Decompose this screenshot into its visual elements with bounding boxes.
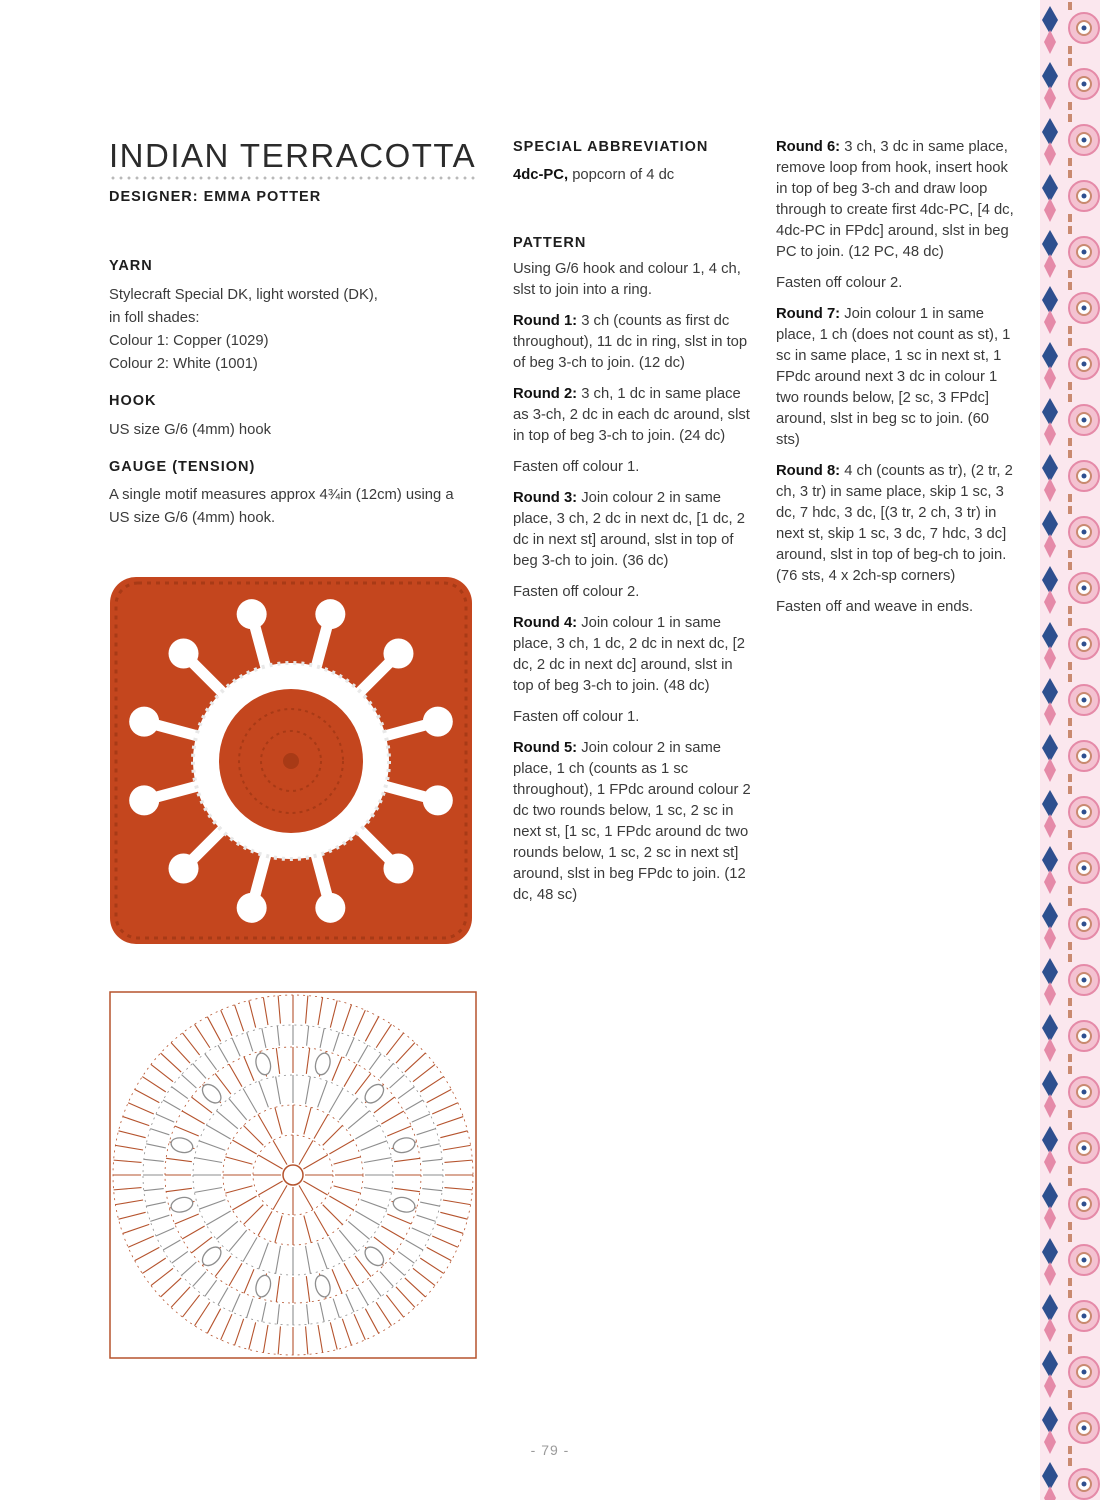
chart-stitch bbox=[119, 1212, 146, 1219]
chart-stitch bbox=[262, 1028, 266, 1048]
chart-stitch bbox=[376, 1302, 391, 1325]
chart-stitch bbox=[306, 996, 308, 1024]
chart-stitch bbox=[303, 1181, 327, 1195]
chart-stitch bbox=[262, 1302, 266, 1322]
chart-stitch bbox=[205, 1054, 217, 1070]
chart-stitch bbox=[358, 1288, 368, 1305]
chart-stitch bbox=[166, 1158, 192, 1161]
chart-stitch bbox=[339, 1098, 357, 1119]
chart-stitch bbox=[334, 1157, 361, 1164]
popcorn-bobble bbox=[237, 599, 267, 629]
gauge-line: A single motif measures approx 4¾in (12cm) using a bbox=[109, 487, 454, 503]
pattern-paragraph: Fasten off colour 2. bbox=[776, 275, 903, 291]
chart-stitch bbox=[361, 1200, 387, 1210]
chart-stitch bbox=[348, 1111, 369, 1129]
chart-stitch bbox=[195, 1302, 210, 1325]
chart-stitch bbox=[390, 1075, 405, 1088]
chart-stitch bbox=[146, 1202, 166, 1206]
chart-stitch bbox=[263, 1325, 268, 1353]
chart-stitch bbox=[123, 1224, 149, 1233]
chart-stitch bbox=[333, 1299, 339, 1318]
chart-stitch bbox=[432, 1236, 458, 1247]
chart-stitch bbox=[142, 1077, 165, 1092]
chart-stitch bbox=[396, 1287, 415, 1308]
chart-stitch bbox=[329, 1088, 343, 1112]
popcorn-bobble bbox=[169, 853, 199, 883]
chart-stitch bbox=[405, 1053, 426, 1072]
chart-stitch bbox=[320, 1028, 324, 1048]
chart-stitch bbox=[332, 1269, 342, 1293]
pattern-round-2: Round 2: 3 ch, 1 dc in same place as 3-ch, 2 dc in each dc around, slst in top of beg 3-ch to join. (24 dc) bbox=[513, 386, 750, 444]
pattern-column-1 bbox=[513, 259, 751, 916]
chart-stitch bbox=[396, 1043, 415, 1064]
chart-stitch bbox=[380, 1272, 393, 1287]
chart-stitch bbox=[394, 1188, 420, 1191]
chart-stitch bbox=[307, 1026, 309, 1046]
chart-popcorn-symbol bbox=[392, 1136, 417, 1155]
chart-stitch bbox=[232, 1294, 240, 1312]
chart-stitch bbox=[306, 1326, 308, 1354]
chart-stitch bbox=[276, 1048, 279, 1074]
chart-stitch bbox=[330, 1322, 337, 1349]
chart-stitch bbox=[437, 1224, 463, 1233]
chart-stitch bbox=[216, 1111, 237, 1129]
yarn-line: Colour 2: White (1001) bbox=[109, 356, 258, 372]
chart-stitch bbox=[306, 1048, 309, 1074]
chart-stitch bbox=[355, 1211, 379, 1225]
chart-stitch bbox=[412, 1114, 430, 1122]
chart-stitch bbox=[235, 1319, 244, 1345]
chart-stitch bbox=[244, 1269, 254, 1293]
chart-stitch bbox=[182, 1075, 197, 1088]
chart-stitch bbox=[128, 1236, 154, 1247]
popcorn-bobble bbox=[315, 893, 345, 923]
chart-stitch bbox=[422, 1159, 442, 1161]
popcorn-bobble bbox=[423, 785, 453, 815]
popcorn-bobble bbox=[237, 893, 267, 923]
chart-stitch bbox=[156, 1114, 174, 1122]
chart-stitch bbox=[318, 1081, 328, 1107]
chart-stitch bbox=[206, 1211, 230, 1225]
chart-stitch bbox=[387, 1214, 411, 1224]
chart-stitch bbox=[229, 1263, 242, 1286]
chart-stitch bbox=[172, 1087, 188, 1099]
chart-stitch bbox=[390, 1262, 405, 1275]
chart-stitch bbox=[444, 1160, 472, 1162]
chart-stitch bbox=[320, 1302, 324, 1322]
chart-stitch bbox=[318, 1325, 323, 1353]
chart-stitch bbox=[364, 1188, 392, 1193]
chart-popcorn-symbol bbox=[392, 1195, 417, 1214]
chart-stitch bbox=[278, 1326, 280, 1354]
pattern-round-5: Round 5: Join colour 2 in same place, 1 ch (counts as 1 sc throughout), 1 FPdc around colour 2 dc two rounds below, 1 sc, 2 sc in next st, [1 sc, 1 FPdc around dc two rounds below, 1 sc, 2 sc in next st] around, slst in beg FPdc to join. (12 dc, 48 sc) bbox=[513, 740, 751, 903]
motif-photo bbox=[106, 573, 476, 948]
chart-stitch bbox=[182, 1226, 205, 1239]
chart-stitch bbox=[151, 1268, 173, 1285]
yarn-line: Stylecraft Special DK, light worsted (DK), bbox=[109, 287, 378, 303]
pattern-paragraph: Fasten off colour 1. bbox=[513, 709, 640, 725]
yarn-heading: YARN bbox=[109, 258, 153, 274]
chart-popcorn-symbol bbox=[254, 1274, 273, 1299]
chart-stitch bbox=[229, 1098, 247, 1119]
pattern-paragraph: Fasten off colour 1. bbox=[513, 459, 640, 475]
chart-stitch bbox=[229, 1230, 247, 1251]
popcorn-bobble bbox=[383, 853, 413, 883]
chart-stitch bbox=[342, 1319, 351, 1345]
chart-stitch bbox=[420, 1258, 443, 1273]
yarn-line: Colour 1: Copper (1029) bbox=[109, 333, 269, 349]
chart-stitch bbox=[195, 1188, 223, 1193]
chart-stitch bbox=[332, 1057, 342, 1081]
chart-stitch bbox=[182, 1262, 197, 1275]
page-number: - 79 - bbox=[530, 1442, 570, 1458]
chart-stitch bbox=[344, 1064, 357, 1087]
chart-stitch bbox=[150, 1215, 169, 1221]
chart-stitch bbox=[443, 1145, 471, 1150]
chart-popcorn-symbol bbox=[313, 1051, 332, 1076]
stitch-chart bbox=[108, 990, 478, 1360]
chart-stitch bbox=[244, 1126, 264, 1146]
chart-stitch bbox=[314, 1114, 328, 1138]
special-abbreviation-heading: SPECIAL ABBREVIATION bbox=[513, 139, 709, 155]
chart-stitch bbox=[376, 1024, 391, 1047]
chart-stitch bbox=[406, 1100, 423, 1110]
chart-stitch bbox=[221, 1010, 232, 1036]
chart-stitch bbox=[258, 1114, 272, 1138]
chart-stitch bbox=[193, 1272, 206, 1287]
pattern-paragraph: Fasten off and weave in ends. bbox=[776, 599, 974, 615]
chart-stitch bbox=[259, 1081, 269, 1107]
chart-popcorn-symbol bbox=[254, 1051, 273, 1076]
chart-stitch bbox=[175, 1126, 199, 1136]
chart-stitch bbox=[114, 1188, 142, 1190]
chart-stitch bbox=[422, 1189, 442, 1191]
chart-stitch bbox=[258, 1155, 282, 1169]
chart-stitch bbox=[323, 1205, 343, 1225]
chart-stitch bbox=[247, 1032, 253, 1051]
chart-stitch bbox=[406, 1240, 423, 1250]
chart-stitch bbox=[303, 1155, 327, 1169]
chart-stitch bbox=[135, 1089, 160, 1102]
chart-stitch bbox=[329, 1196, 353, 1210]
chart-stitch bbox=[249, 1322, 256, 1349]
chart-stitch bbox=[146, 1144, 166, 1148]
chart-stitch bbox=[232, 1196, 256, 1210]
chart-stitch bbox=[437, 1117, 463, 1126]
chart-stitch bbox=[417, 1215, 436, 1221]
title-divider bbox=[109, 176, 475, 180]
chart-stitch bbox=[344, 1263, 357, 1286]
popcorn-bobble bbox=[423, 707, 453, 737]
chart-stitch bbox=[171, 1287, 190, 1308]
chart-stitch bbox=[432, 1103, 458, 1114]
chart-stitch bbox=[427, 1089, 452, 1102]
chart-stitch bbox=[225, 1157, 252, 1164]
chart-stitch bbox=[304, 1216, 311, 1243]
chart-stitch bbox=[440, 1131, 467, 1138]
chart-stitch bbox=[394, 1158, 420, 1161]
chart-stitch bbox=[195, 1024, 210, 1047]
chart-stitch bbox=[398, 1251, 414, 1263]
decorative-border bbox=[1040, 0, 1100, 1500]
abbreviation-term: 4dc-PC, bbox=[513, 167, 569, 183]
chart-stitch bbox=[247, 1299, 253, 1318]
chart-stitch bbox=[119, 1131, 146, 1138]
chart-stitch bbox=[172, 1251, 188, 1263]
chart-stitch bbox=[123, 1117, 149, 1126]
popcorn-bobble bbox=[315, 599, 345, 629]
chart-stitch bbox=[221, 1314, 232, 1340]
chart-stitch bbox=[142, 1258, 165, 1273]
pattern-round-6: Round 6: 3 ch, 3 dc in same place, remove loop from hook, insert hook in top of beg 3-ch and draw loop through to create first 4dc-PC, [4 dc, 4dc-PC in FPdc] around, slst in beg PC to join. (12 PC, 48 dc) bbox=[776, 139, 1014, 260]
chart-stitch bbox=[381, 1226, 404, 1239]
chart-stitch bbox=[365, 1309, 378, 1334]
designer-credit: DESIGNER: EMMA POTTER bbox=[109, 189, 322, 205]
chart-stitch bbox=[207, 1017, 220, 1042]
chart-stitch bbox=[273, 1140, 287, 1164]
chart-stitch bbox=[277, 1304, 279, 1324]
pattern-round-7: Round 7: Join colour 1 in same place, 1 ch (does not count as st), 1 sc in same place, 1 sc in next st, 1 FPdc around next 3 dc in colour 1 two rounds below, [2 sc, 3 FPdc] around, slst in beg sc to join. (60 sts) bbox=[776, 306, 1011, 448]
chart-popcorn-symbol bbox=[313, 1274, 332, 1299]
chart-stitch bbox=[369, 1280, 381, 1296]
popcorn-bobble bbox=[129, 785, 159, 815]
chart-stitch bbox=[339, 1230, 357, 1251]
chart-stitch bbox=[342, 1005, 351, 1031]
chart-stitch bbox=[244, 1057, 254, 1081]
hook-heading: HOOK bbox=[109, 393, 157, 409]
chart-stitch bbox=[276, 1276, 279, 1302]
chart-stitch bbox=[273, 1185, 287, 1209]
chart-stitch bbox=[306, 1276, 309, 1302]
chart-stitch bbox=[386, 1033, 403, 1055]
chart-stitch bbox=[306, 1246, 311, 1274]
chart-stitch bbox=[361, 1141, 387, 1151]
chart-stitch bbox=[175, 1214, 199, 1224]
chart-stitch bbox=[307, 1304, 309, 1324]
chart-stitch bbox=[278, 996, 280, 1024]
chart-stitch bbox=[440, 1212, 467, 1219]
chart-stitch bbox=[318, 997, 323, 1025]
chart-stitch bbox=[381, 1111, 404, 1124]
special-abbreviation-text bbox=[513, 164, 674, 187]
abbreviation-definition: popcorn of 4 dc bbox=[568, 167, 675, 183]
chart-stitch bbox=[318, 1243, 328, 1269]
popcorn-bobble bbox=[129, 707, 159, 737]
chart-stitch bbox=[420, 1077, 443, 1092]
pattern-round-8: Round 8: 4 ch (counts as tr), (2 tr, 2 ch, 3 tr) in same place, skip 1 sc, 3 dc, 7 hdc, 3 dc, [(3 tr, 2 ch, 3 tr) in next st, skip 1 sc, 3 dc, 7 hdc, 3 dc] around, slst in top of beg-ch to join. (76 sts, 4 x 2ch-sp corners) bbox=[776, 463, 1013, 584]
chart-stitch bbox=[263, 997, 268, 1025]
chart-stitch bbox=[354, 1010, 365, 1036]
chart-stitch bbox=[329, 1237, 343, 1261]
chart-stitch bbox=[244, 1205, 264, 1225]
chart-stitch bbox=[306, 1077, 311, 1105]
chart-stitch bbox=[346, 1294, 354, 1312]
chart-stitch bbox=[346, 1038, 354, 1056]
chart-stitch bbox=[412, 1228, 430, 1236]
chart-stitch bbox=[413, 1064, 435, 1081]
chart-stitch bbox=[258, 1211, 272, 1235]
chart-stitch bbox=[182, 1111, 205, 1124]
chart-stitch bbox=[354, 1314, 365, 1340]
chart-stitch bbox=[161, 1053, 182, 1072]
gauge-line: US size G/6 (4mm) hook. bbox=[109, 510, 276, 526]
chart-stitch bbox=[299, 1140, 313, 1164]
popcorn-bobble bbox=[169, 639, 199, 669]
chart-stitch bbox=[161, 1278, 182, 1297]
chart-stitch bbox=[182, 1033, 199, 1055]
chart-stitch bbox=[205, 1280, 217, 1296]
hook-details: US size G/6 (4mm) hook bbox=[109, 422, 271, 438]
chart-stitch bbox=[128, 1103, 154, 1114]
chart-stitch bbox=[115, 1145, 143, 1150]
chart-stitch bbox=[413, 1268, 435, 1285]
chart-stitch bbox=[276, 1077, 281, 1105]
chart-stitch bbox=[355, 1125, 379, 1139]
chart-stitch bbox=[259, 1243, 269, 1269]
pattern-paragraph: Fasten off colour 2. bbox=[513, 584, 640, 600]
chart-stitch bbox=[258, 1181, 282, 1195]
yarn-details bbox=[109, 284, 378, 376]
chart-stitch bbox=[206, 1125, 230, 1139]
chart-stitch bbox=[199, 1200, 225, 1210]
chart-stitch bbox=[304, 1107, 311, 1134]
chart-stitch bbox=[163, 1240, 180, 1250]
chart-stitch bbox=[249, 1001, 256, 1028]
page-title: INDIAN TERRACOTTA bbox=[109, 137, 477, 174]
chart-stitch bbox=[369, 1054, 381, 1070]
chart-stitch bbox=[182, 1295, 199, 1317]
chart-stitch bbox=[235, 1005, 244, 1031]
chart-stitch bbox=[334, 1186, 361, 1193]
yarn-line: in foll shades: bbox=[109, 310, 200, 326]
chart-stitch bbox=[323, 1126, 343, 1146]
chart-stitch bbox=[364, 1158, 392, 1163]
chart-stitch bbox=[144, 1159, 164, 1161]
chart-stitch bbox=[216, 1221, 237, 1239]
pattern-round-3: Round 3: Join colour 2 in same place, 3 ch, 2 dc in next dc, [1 dc, 2 dc in next st] around, slst in top of beg 3-ch to join. (36 dc) bbox=[513, 490, 745, 569]
chart-stitch bbox=[314, 1211, 328, 1235]
chart-stitch bbox=[218, 1288, 228, 1305]
popcorn-bobble bbox=[383, 639, 413, 669]
chart-stitch bbox=[144, 1189, 164, 1191]
chart-stitch bbox=[330, 1001, 337, 1028]
chart-stitch bbox=[444, 1188, 472, 1190]
chart-stitch bbox=[232, 1140, 256, 1154]
chart-stitch bbox=[420, 1144, 440, 1148]
pattern-round-4: Round 4: Join colour 1 in same place, 3 ch, 1 dc, 2 dc in next dc, [2 dc, 2 dc in next dc] around, slst in top of beg 3-ch to join. (48 dc) bbox=[513, 615, 745, 694]
chart-stitch bbox=[275, 1216, 282, 1243]
chart-stitch bbox=[333, 1032, 339, 1051]
chart-stitch bbox=[229, 1064, 242, 1087]
pattern-heading: PATTERN bbox=[513, 235, 587, 251]
chart-stitch bbox=[275, 1107, 282, 1134]
chart-stitch bbox=[163, 1100, 180, 1110]
chart-stitch bbox=[276, 1246, 281, 1274]
chart-stitch bbox=[156, 1228, 174, 1236]
chart-stitch bbox=[218, 1045, 228, 1062]
chart-stitch bbox=[114, 1160, 142, 1162]
chart-stitch bbox=[115, 1200, 143, 1205]
pattern-round-1: Round 1: 3 ch (counts as first dc throughout), 11 dc in ring, slst in top of beg 3-ch to join. (12 dc) bbox=[513, 313, 748, 371]
chart-stitch bbox=[405, 1278, 426, 1297]
chart-stitch bbox=[417, 1129, 436, 1135]
chart-stitch bbox=[386, 1295, 403, 1317]
chart-stitch bbox=[299, 1185, 313, 1209]
chart-stitch bbox=[380, 1064, 393, 1079]
chart-stitch bbox=[348, 1221, 369, 1239]
chart-stitch bbox=[166, 1188, 192, 1191]
chart-stitch bbox=[207, 1309, 220, 1334]
chart-stitch bbox=[365, 1017, 378, 1042]
chart-stitch bbox=[151, 1064, 173, 1081]
pattern-column-2 bbox=[776, 137, 1016, 628]
chart-stitch bbox=[387, 1126, 411, 1136]
chart-stitch bbox=[150, 1129, 169, 1135]
chart-popcorn-symbol bbox=[169, 1136, 194, 1155]
chart-popcorn-symbol bbox=[169, 1195, 194, 1214]
chart-stitch bbox=[195, 1158, 223, 1163]
chart-stitch bbox=[171, 1043, 190, 1064]
chart-stitch bbox=[358, 1045, 368, 1062]
chart-stitch bbox=[243, 1237, 257, 1261]
chart-stitch bbox=[420, 1202, 440, 1206]
chart-stitch bbox=[277, 1026, 279, 1046]
chart-stitch bbox=[193, 1064, 206, 1079]
gauge-heading: GAUGE (TENSION) bbox=[109, 459, 256, 475]
chart-stitch bbox=[427, 1247, 452, 1260]
pattern-paragraph: Using G/6 hook and colour 1, 4 ch, slst to join into a ring. bbox=[513, 261, 741, 298]
chart-stitch bbox=[329, 1140, 353, 1154]
chart-stitch bbox=[243, 1088, 257, 1112]
chart-stitch bbox=[232, 1038, 240, 1056]
chart-stitch bbox=[225, 1186, 252, 1193]
chart-stitch bbox=[199, 1141, 225, 1151]
gauge-details bbox=[109, 484, 454, 530]
chart-stitch bbox=[135, 1247, 160, 1260]
chart-stitch bbox=[398, 1087, 414, 1099]
chart-stitch bbox=[443, 1200, 471, 1205]
